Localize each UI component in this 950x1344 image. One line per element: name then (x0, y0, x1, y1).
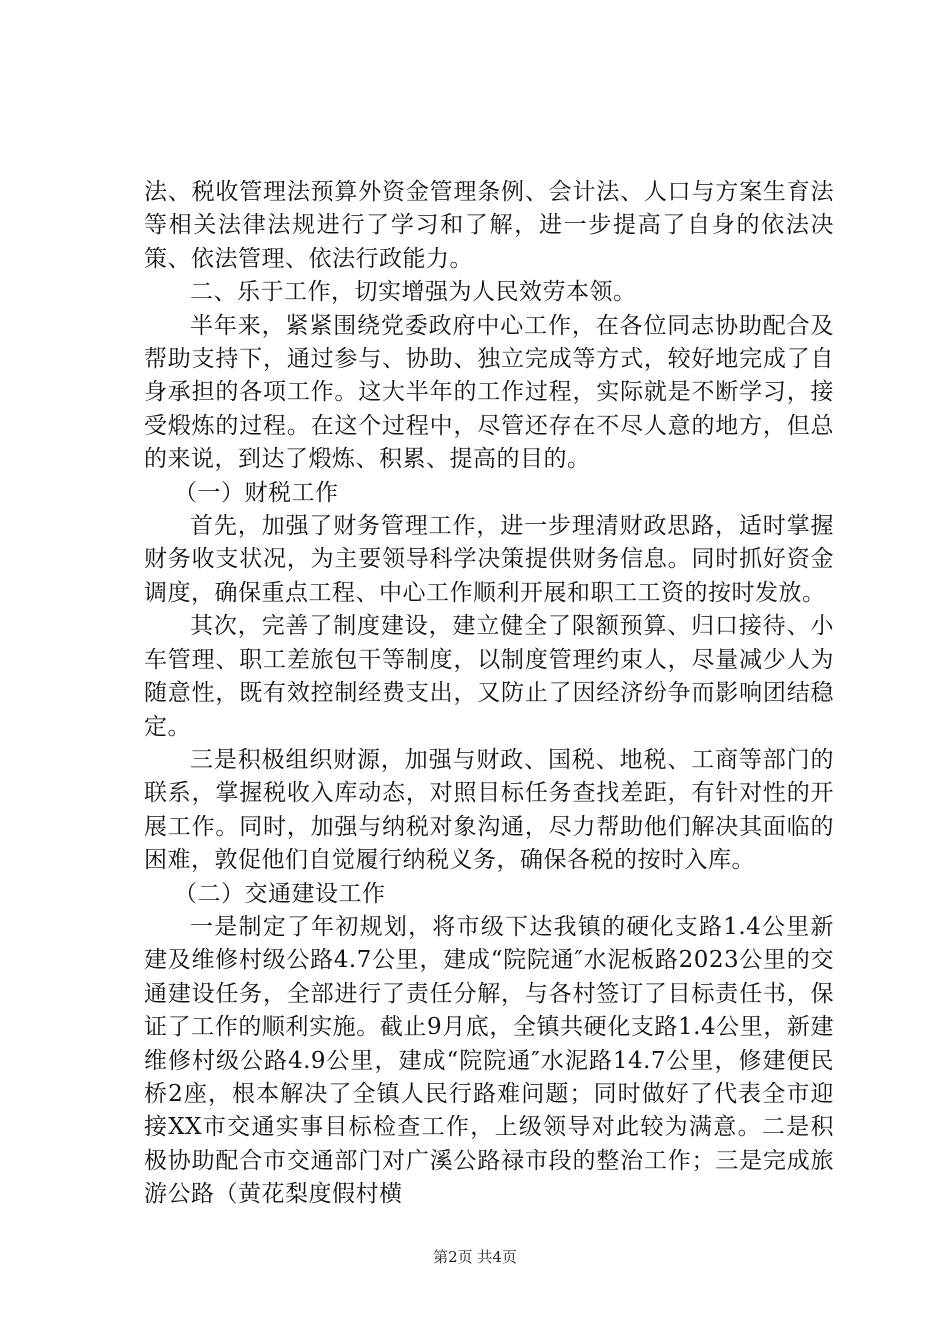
paragraph: 其次，完善了制度建设，建立健全了限额预算、归口接待、小车管理、职工差旅包干等制度，以制度管理约束人，尽量减少人为随意性，既有效控制经费支出，又防止了因经济纷争而影响团结稳定。 (144, 613, 834, 740)
document-body (144, 176, 834, 1212)
paragraph: 首先，加强了财务管理工作，进一步理清财政思路，适时掌握财务收支状况，为主要领导科学决策提供财务信息。同时抓好资金调度，确保重点工程、中心工作顺利开展和职工工资的按时发放。 (144, 513, 834, 606)
paragraph-continued: 法、税收管理法预算外资金管理条例、会计法、人口与方案生育法等相关法律法规进行了学习和了解，进一步提高了自身的依法决策、依法管理、依法行政能力。 (144, 179, 834, 272)
section-heading-two: 二、乐于工作，切实增强为人民效劳本领。 (190, 279, 637, 306)
page-footer: 第2页 共4页 (433, 1248, 517, 1266)
paragraph: 半年来，紧紧围绕党委政府中心工作，在各位同志协助配合及帮助支持下，通过参与、协助、独立完成等方式，较好地完成了自身承担的各项工作。这大半年的工作过程，实际就是不断学习，接受煅炼的过程。在这个过程中，尽管还存在不尽人意的地方，但总的来说，到达了煅炼、积累、提高的目的。 (144, 312, 834, 473)
sub-heading-transport: （二）交通建设工作 (174, 880, 386, 907)
sub-heading-finance-tax: （一）财税工作 (174, 479, 339, 506)
paragraph: 一是制定了年初规划，将市级下达我镇的硬化支路1.4公里新建及维修村级公路4.7公里，建成“院院通″水泥板路2023公里的交通建设任务，全部进行了责任分解，与各村签订了目标责任书，保证了工作的顺利实施。截止9月底，全镇共硬化支路1.4公里，新建维修村级公路4.9公里，建成“院院通″水泥路14.7公里，修建便民桥2座，根本解决了全镇人民行路难问题；同时做好了代表全市迎接XX市交通实事目标检查工作，上级领导对此较为满意。二是积极协助配合市交通部门对广溪公路禄市段的整治工作；三是完成旅游公路（黄花梨度假村横 (144, 913, 834, 1208)
paragraph: 三是积极组织财源，加强与财政、国税、地税、工商等部门的联系，掌握税收入库动态，对照目标任务查找差距，有针对性的开展工作。同时，加强与纳税对象沟通，尽力帮助他们解决其面临的困难，敦促他们自觉履行纳税义务，确保各税的按时入库。 (144, 746, 834, 874)
